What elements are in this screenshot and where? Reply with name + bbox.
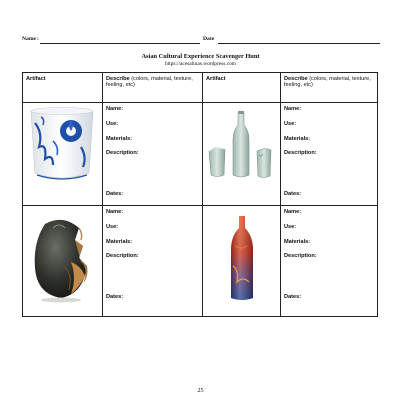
artifact-cell xyxy=(203,103,281,206)
description-field-label: Description: xyxy=(106,253,139,259)
name-field-label: Name: xyxy=(106,209,124,215)
dates-field-label: Dates: xyxy=(106,294,124,300)
date-field[interactable] xyxy=(218,43,380,44)
describe-cell[interactable] xyxy=(103,103,203,206)
use-field-label: Use: xyxy=(284,121,297,127)
description-field-label: Description: xyxy=(284,150,317,156)
name-date-line: Name : Date xyxy=(22,33,380,45)
use-field-label: Use: xyxy=(106,224,119,230)
celadon-bottle-and-cups-icon xyxy=(203,103,281,205)
table-row xyxy=(23,103,378,206)
red-blue-glass-bottle-icon xyxy=(203,206,281,316)
table-header-row xyxy=(23,73,378,103)
description-field-label: Description: xyxy=(284,253,317,259)
use-field-label: Use: xyxy=(106,121,119,127)
artifact-cell xyxy=(23,103,103,206)
blue-white-porcelain-cup-icon xyxy=(23,103,103,205)
name-field-label: Name: xyxy=(106,106,124,112)
scavenger-hunt-table xyxy=(22,72,378,317)
column-header-describe: Describe (colors, material, texture, feeling, etc) xyxy=(281,73,378,103)
page-number: 25 xyxy=(197,388,204,394)
dates-field-label: Dates: xyxy=(106,191,124,197)
column-header-describe: Describe (colors, material, texture, feeling, etc) xyxy=(103,73,203,103)
source-url: https://acesalinas.wordpress.com xyxy=(165,61,236,67)
column-header-artifact: Artifact xyxy=(23,73,103,103)
materials-field-label: Materials: xyxy=(106,136,133,142)
name-label: Name xyxy=(22,36,36,42)
name-field-label: Name: xyxy=(284,209,302,215)
materials-field-label: Materials: xyxy=(106,239,133,245)
materials-field-label: Materials: xyxy=(284,239,311,245)
describe-cell[interactable] xyxy=(281,206,378,317)
date-label: Date xyxy=(203,36,215,42)
artifact-cell xyxy=(23,206,103,317)
artifact-cell xyxy=(203,206,281,317)
description-field-label: Description: xyxy=(106,150,139,156)
name-field[interactable] xyxy=(40,43,200,44)
name-field-label: Name: xyxy=(284,106,302,112)
describe-cell[interactable] xyxy=(103,206,203,317)
table-row xyxy=(23,206,378,317)
broken-dark-glazed-jar-icon xyxy=(23,206,103,316)
use-field-label: Use: xyxy=(284,224,297,230)
column-header-artifact: Artifact xyxy=(203,73,281,103)
materials-field-label: Materials: xyxy=(284,136,311,142)
page-title: Asian Cultural Experience Scavenger Hunt xyxy=(141,53,260,60)
dates-field-label: Dates: xyxy=(284,294,302,300)
dates-field-label: Dates: xyxy=(284,191,302,197)
describe-cell[interactable] xyxy=(281,103,378,206)
